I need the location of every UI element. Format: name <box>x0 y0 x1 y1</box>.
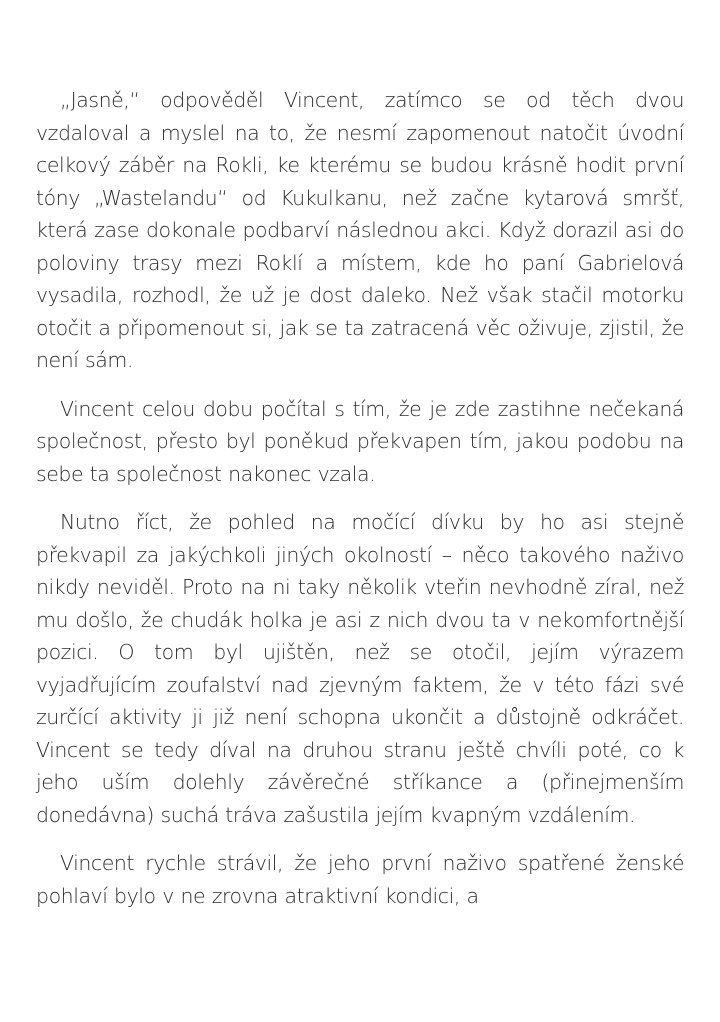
paragraph-1: „Jasně,“ odpověděl Vincent, zatímco se od těch dvou vzdaloval a myslel na to, že nesmí zapomenout natočit úvodní celkový záběr na Rokli, ke kterému se budou krásně hodit první tóny „Wastelandu“ od Kukulkanu, než začne kytarová smršť, která zase dokonale podbarví následnou akci. Když dorazil asi do poloviny trasy mezi Roklí a místem, kde ho paní Gabrielová vysadila, rozhodl, že už je dost daleko. Než však stačil motorku otočit a připomenout si, jak se ta zatracená věc oživuje, zjistil, že není sám. <box>36 88 684 372</box>
document-page <box>36 84 684 912</box>
paragraph-4: Vincent rychle strávil, že jeho první naživo spatřené ženské pohlaví bylo v ne zrovna atraktivní kondici, a <box>36 851 684 908</box>
paragraph-2: Vincent celou dobu počítal s tím, že je zde zastihne nečekaná společnost, přesto byl poněkud překvapen tím, jakou podobu na sebe ta společnost nakonec vzala. <box>36 396 684 486</box>
paragraph-3: Nutno říct, že pohled na močící dívku by ho asi stejně překvapil za jakýchkoli jiných okolností – něco takového naživo nikdy neviděl. Proto na ni taky několik vteřin nevhodně zíral, než mu došlo, že chudák holka je asi z nich dvou ta v nekomfortnější pozici. O tom byl ujištěn, než se otočil, jejím výrazem vyjadřujícím zoufalství nad zjevným faktem, že v této fázi své zurčící aktivity ji již není schopna ukončit a důstojně odkráčet. Vincent se tedy díval na druhou stranu ještě chvíli poté, co k jeho uším dolehly závěrečné stříkance a (přinejmenším donedávna) suchá tráva zašustila jejím kvapným vzdálením. <box>36 510 684 827</box>
